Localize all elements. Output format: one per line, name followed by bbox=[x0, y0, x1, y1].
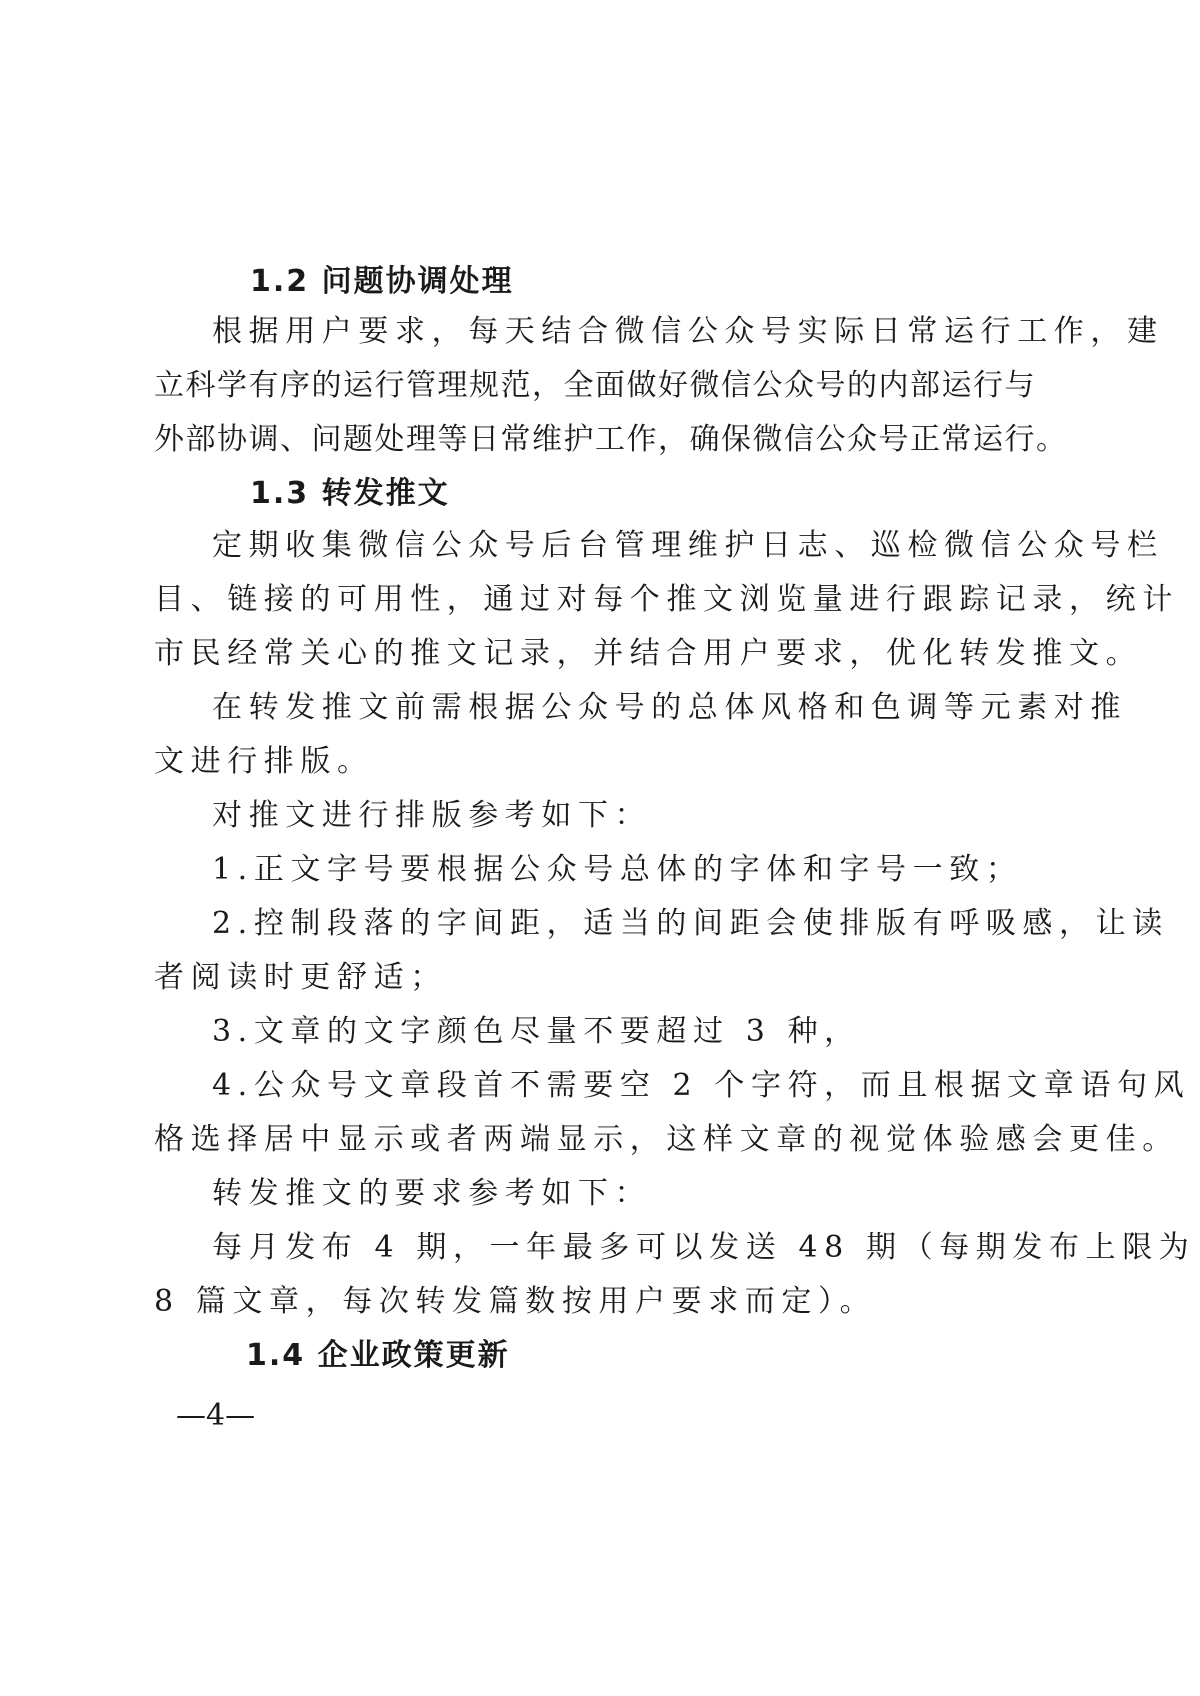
paragraph-line: 立科学有序的运行管理规范，全面做好微信公众号的内部运行与 bbox=[154, 368, 1036, 403]
paragraph-line: 转发推文的要求参考如下： bbox=[212, 1176, 652, 1211]
section-heading: 1.4 企业政策更新 bbox=[246, 1338, 510, 1373]
paragraph-line: 对推文进行排版参考如下： bbox=[212, 798, 652, 833]
paragraph-line: 外部协调、问题处理等日常维护工作，确保微信公众号正常运行。 bbox=[154, 422, 1068, 457]
paragraph-line: 4.公众号文章段首不需要空 2 个字符，而且根据文章语句风 bbox=[212, 1068, 1191, 1103]
section-heading: 1.2 问题协调处理 bbox=[250, 264, 514, 299]
paragraph-line: 者阅读时更舒适； bbox=[154, 960, 447, 995]
paragraph-line: 文进行排版。 bbox=[154, 744, 374, 779]
paragraph-line: 8 篇文章，每次转发篇数按用户要求而定）。 bbox=[154, 1284, 877, 1319]
paragraph-line: 在转发推文前需根据公众号的总体风格和色调等元素对推 bbox=[212, 690, 1127, 725]
paragraph-line: 定期收集微信公众号后台管理维护日志、巡检微信公众号栏 bbox=[212, 528, 1164, 563]
paragraph-line: 根据用户要求，每天结合微信公众号实际日常运行工作，建 bbox=[212, 314, 1164, 349]
paragraph-line: 每月发布 4 期，一年最多可以发送 48 期（每期发布上限为 bbox=[212, 1230, 1196, 1265]
section-heading: 1.3 转发推文 bbox=[250, 476, 450, 511]
paragraph-line: 2.控制段落的字间距，适当的间距会使排版有呼吸感，让读 bbox=[212, 906, 1169, 941]
paragraph-line: 1.正文字号要根据公众号总体的字体和字号一致； bbox=[212, 852, 1023, 887]
paragraph-line: 格选择居中显示或者两端显示，这样文章的视觉体验感会更佳。 bbox=[154, 1122, 1179, 1157]
paragraph-line: 市民经常关心的推文记录，并结合用户要求，优化转发推文。 bbox=[154, 636, 1143, 671]
page-number: —4— bbox=[176, 1398, 256, 1433]
paragraph-line: 3.文章的文字颜色尽量不要超过 3 种， bbox=[212, 1014, 861, 1049]
paragraph-line: 目、链接的可用性，通过对每个推文浏览量进行跟踪记录，统计 bbox=[154, 582, 1179, 617]
